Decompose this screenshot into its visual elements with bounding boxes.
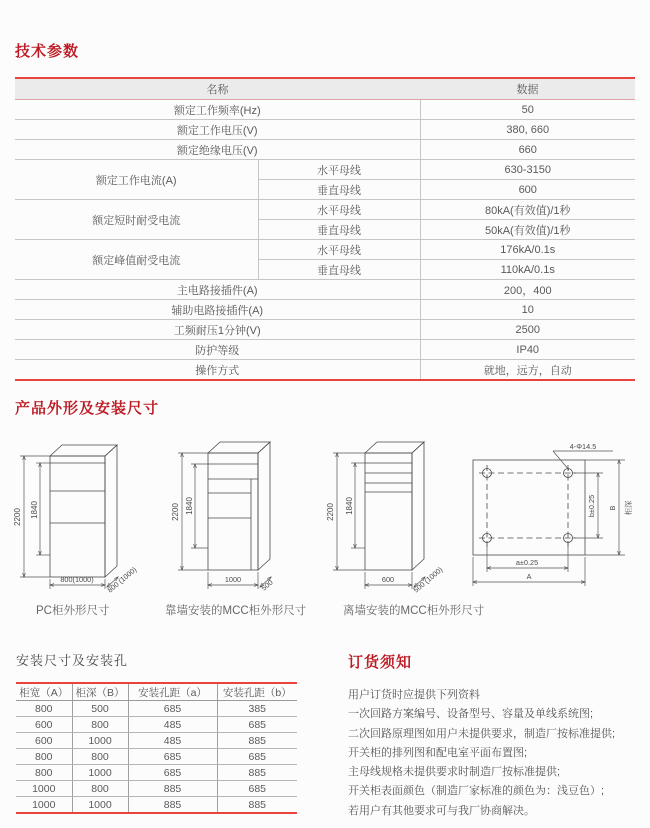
cell: 600 bbox=[16, 733, 72, 749]
cell: 685 bbox=[217, 717, 297, 733]
diagram-caption: 靠墙安装的MCC柜外形尺寸 bbox=[165, 605, 307, 617]
ordering-note-line: 用户订货时应提供下列资料 bbox=[348, 689, 480, 701]
dimension-lines bbox=[473, 451, 625, 586]
cell: 485 bbox=[128, 717, 217, 733]
diagram-caption: 离墙安装的MCC柜外形尺寸 bbox=[343, 605, 485, 617]
depth-dim-label: 500 bbox=[259, 577, 275, 593]
cell-value: 600 bbox=[420, 180, 635, 200]
mounting-hole-diagram bbox=[455, 440, 650, 600]
depth-dim-label: 500 (1000) bbox=[411, 564, 445, 595]
cell-value: 就地，远方，自动 bbox=[420, 360, 635, 381]
table-row bbox=[16, 781, 297, 797]
cell-value: 50 bbox=[420, 100, 635, 120]
table-row bbox=[15, 300, 635, 320]
table-row bbox=[16, 765, 297, 781]
cell: 1000 bbox=[72, 765, 128, 781]
cell: 800 bbox=[16, 701, 72, 717]
dim-a-label: a±0.25 bbox=[515, 558, 539, 567]
cell: 685 bbox=[128, 749, 217, 765]
table-row bbox=[16, 749, 297, 765]
cabinet-outline bbox=[208, 442, 270, 570]
dimension-lines bbox=[20, 456, 118, 589]
cell-value: 630-3150 bbox=[420, 160, 635, 180]
install-dims-title: 安装尺寸及安装孔 bbox=[16, 653, 129, 668]
table-row bbox=[15, 120, 635, 140]
table-row bbox=[15, 340, 635, 360]
ordering-note-line: 二次回路原理图如用户未提供要求，制造厂按标准提供; bbox=[348, 727, 616, 740]
ordering-notes bbox=[348, 686, 638, 821]
width-dim-label: 600 bbox=[381, 575, 395, 584]
cell: 485 bbox=[128, 733, 217, 749]
cell: 800 bbox=[16, 749, 72, 765]
cell-subname: 垂直母线 bbox=[258, 260, 420, 280]
cell: 1000 bbox=[16, 797, 72, 814]
cell-subname: 垂直母线 bbox=[258, 220, 420, 240]
table-row bbox=[15, 320, 635, 340]
inner-height-dim-label: 1840 bbox=[30, 501, 39, 519]
cell-value: 176kA/0.1s bbox=[420, 240, 635, 260]
cell-name: 额定绝缘电压(V) bbox=[15, 140, 420, 160]
dim-b-label: b±0.25 bbox=[587, 494, 596, 518]
cell: 885 bbox=[217, 797, 297, 814]
header-cell: 柜深（B） bbox=[72, 683, 128, 701]
table-row bbox=[15, 140, 635, 160]
cell: 800 bbox=[72, 749, 128, 765]
header-cell: 安装孔距（a） bbox=[128, 683, 217, 701]
table-row bbox=[15, 280, 635, 300]
cell: 1000 bbox=[72, 733, 128, 749]
dim-B-label: B bbox=[608, 505, 617, 511]
cell-subname: 水平母线 bbox=[258, 200, 420, 220]
dimension-lines bbox=[178, 453, 271, 589]
cell-group-name: 额定工作电流(A) bbox=[15, 160, 258, 200]
cell-value: 50kA(有效值)/1秒 bbox=[420, 220, 635, 240]
table-row bbox=[16, 797, 297, 814]
install-dims-table bbox=[16, 682, 297, 814]
ordering-note-line: 一次回路方案编号、设备型号、容量及单线系统图; bbox=[348, 708, 594, 721]
cell-name: 辅助电路接插件(A) bbox=[15, 300, 420, 320]
cell-subname: 水平母线 bbox=[258, 240, 420, 260]
cell: 800 bbox=[72, 781, 128, 797]
cell: 685 bbox=[217, 781, 297, 797]
cell: 685 bbox=[217, 749, 297, 765]
dim-A-label: A bbox=[526, 572, 532, 581]
table-row bbox=[15, 200, 635, 220]
cell-subname: 水平母线 bbox=[258, 160, 420, 180]
cabinet-outline bbox=[365, 442, 424, 570]
cell-value: 380, 660 bbox=[420, 120, 635, 140]
hole-size-label: 4-Φ14.5 bbox=[569, 442, 597, 451]
cell-name: 工频耐压1分钟(V) bbox=[15, 320, 420, 340]
height-dim-label: 2200 bbox=[171, 503, 180, 521]
cell-subname: 垂直母线 bbox=[258, 180, 420, 200]
header-cell: 安装孔距（b） bbox=[217, 683, 297, 701]
table-row bbox=[16, 701, 297, 717]
cabinet-outline bbox=[50, 445, 117, 577]
cell-value: IP40 bbox=[420, 340, 635, 360]
table-row bbox=[16, 717, 297, 733]
cell-value: 10 bbox=[420, 300, 635, 320]
inner-height-dim-label: 1840 bbox=[345, 497, 354, 515]
offwall-mcc-cabinet-diagram bbox=[320, 440, 465, 600]
ordering-notice-title: 订货须知 bbox=[348, 654, 413, 671]
table-row bbox=[15, 240, 635, 260]
header-cell: 柜宽（A） bbox=[16, 683, 72, 701]
ordering-note-line: 开关柜的排列图和配电室平面布置图; bbox=[348, 746, 528, 759]
ordering-note-line: 若用户有其他要求可与我厂协商解决。 bbox=[348, 804, 535, 817]
cell-value: 2500 bbox=[420, 320, 635, 340]
cell-name: 主电路接插件(A) bbox=[15, 280, 420, 300]
cell: 600 bbox=[16, 717, 72, 733]
cell: 385 bbox=[217, 701, 297, 717]
plate-outline bbox=[473, 460, 585, 555]
table-row bbox=[15, 160, 635, 180]
header-cell-data: 数据 bbox=[420, 78, 635, 100]
depth-dim-label: 800 (1000) bbox=[105, 564, 139, 595]
tech-params-table bbox=[15, 77, 635, 381]
cell-name: 额定工作频率(Hz) bbox=[15, 100, 420, 120]
tech-params-title: 技术参数 bbox=[15, 43, 80, 60]
ordering-note-line: 主母线规格未提供要求时制造厂按标准提供; bbox=[348, 766, 561, 779]
width-dim-label: 1000 bbox=[224, 575, 242, 584]
cell: 800 bbox=[72, 717, 128, 733]
cell: 500 bbox=[72, 701, 128, 717]
table-header-row bbox=[16, 683, 297, 701]
cell: 1000 bbox=[16, 781, 72, 797]
cell-value: 200，400 bbox=[420, 280, 635, 300]
table-row bbox=[15, 100, 635, 120]
table-row bbox=[15, 360, 635, 381]
header-cell-name: 名称 bbox=[15, 78, 420, 100]
cabinet-depth-label: 柜深 bbox=[624, 500, 633, 516]
pc-cabinet-diagram bbox=[8, 440, 153, 600]
cell: 885 bbox=[217, 733, 297, 749]
cell: 685 bbox=[128, 765, 217, 781]
cell: 885 bbox=[128, 797, 217, 814]
cell-name: 额定工作电压(V) bbox=[15, 120, 420, 140]
cell-value: 80kA(有效值)/1秒 bbox=[420, 200, 635, 220]
cell-name: 防护等级 bbox=[15, 340, 420, 360]
cell: 885 bbox=[128, 781, 217, 797]
cell: 885 bbox=[217, 765, 297, 781]
product-dimensions-title: 产品外形及安装尺寸 bbox=[15, 400, 160, 417]
wall-mcc-cabinet-diagram bbox=[160, 440, 305, 600]
inner-height-dim-label: 1840 bbox=[185, 497, 194, 515]
ordering-note-line: 开关柜表面颜色（制造厂家标准的颜色为：浅豆色）; bbox=[348, 785, 605, 798]
cell-value: 660 bbox=[420, 140, 635, 160]
cell: 800 bbox=[16, 765, 72, 781]
cell-group-name: 额定短时耐受电流 bbox=[15, 200, 258, 240]
cell-name: 操作方式 bbox=[15, 360, 420, 381]
cell: 685 bbox=[128, 701, 217, 717]
height-dim-label: 2200 bbox=[13, 508, 22, 526]
width-dim-label: 800(1000) bbox=[60, 575, 94, 584]
table-row bbox=[16, 733, 297, 749]
cell: 1000 bbox=[72, 797, 128, 814]
diagram-caption: PC柜外形尺寸 bbox=[36, 605, 110, 617]
cell-value: 110kA/0.1s bbox=[420, 260, 635, 280]
cell-group-name: 额定峰值耐受电流 bbox=[15, 240, 258, 280]
table-header-row bbox=[15, 78, 635, 100]
height-dim-label: 2200 bbox=[326, 503, 335, 521]
